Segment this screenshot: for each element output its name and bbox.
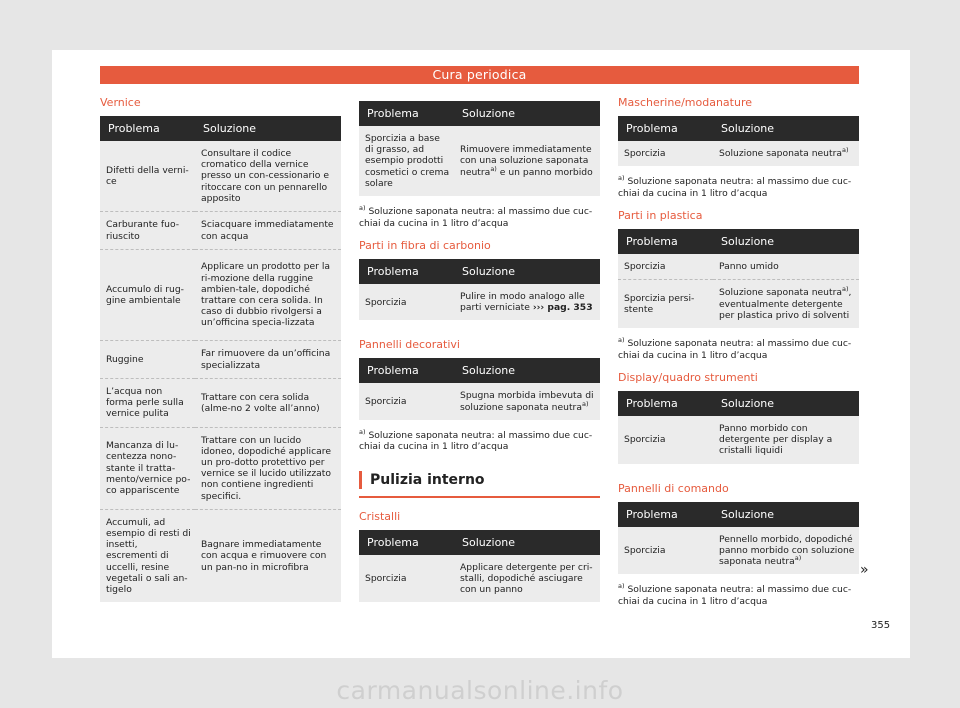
col-header-solution: Soluzione <box>713 229 859 254</box>
col-header-problem: Problema <box>618 116 713 141</box>
table-row <box>100 427 341 509</box>
solution-cell: Applicare un prodotto per la ri-mozione della ruggine ambien-tale, dopodiché trattare con cera solida. In caso di dubbio rivolgersi a un’officina specia-lizzata <box>195 250 341 341</box>
section-title-decorativi: Pannelli decorativi <box>359 338 460 352</box>
problem-cell: Sporcizia <box>359 284 454 320</box>
section-heading-pulizia-interno <box>359 471 600 498</box>
col-header-problem: Problema <box>618 502 713 527</box>
section-title-cristalli: Cristalli <box>359 509 401 523</box>
table-row <box>359 383 600 419</box>
col-header-solution: Soluzione <box>713 116 859 141</box>
problem-cell: Sporcizia persi-stente <box>618 280 713 328</box>
table-row <box>618 254 859 280</box>
page-number: 355 <box>871 620 891 631</box>
section-title-plastica: Parti in plastica <box>618 209 703 223</box>
chapter-header: Cura periodica <box>100 66 859 84</box>
section-title-display: Display/quadro strumenti <box>618 371 758 385</box>
table-row <box>100 509 341 602</box>
col-header-problem: Problema <box>359 358 454 383</box>
col-header-problem: Problema <box>618 391 713 416</box>
table-comando <box>618 502 859 575</box>
table-row <box>359 284 600 320</box>
col-header-problem: Problema <box>359 259 454 284</box>
problem-cell: Difetti della verni-ce <box>100 141 195 212</box>
col-header-solution: Soluzione <box>454 358 600 383</box>
problem-cell: Sporcizia <box>618 416 713 464</box>
column-left <box>100 96 341 602</box>
footnote: $^{a)}$ Soluzione saponata neutra: al massimo due cuc-chiai da cucina in 1 litro d’acqua <box>359 427 593 453</box>
table-row <box>618 141 859 166</box>
solution-cell: Far rimuovere da un’officina specializzata <box>195 341 341 379</box>
table-row <box>359 126 600 196</box>
column-right <box>618 96 859 617</box>
solution-cell: Soluzione saponata neutra$^{a)}$, eventualmente detergente per plastica privo di solventi <box>713 280 859 328</box>
col-header-solution: Soluzione <box>454 530 600 555</box>
problem-cell: Sporcizia a base di grasso, ad esempio prodotti cosmetici o crema solare <box>359 126 454 196</box>
table-row <box>618 280 859 328</box>
col-header-problem: Problema <box>100 116 195 141</box>
solution-cell: Consultare il codice cromatico della vernice presso un con-cessionario e ritoccare con un pennarello apposito <box>195 141 341 212</box>
problem-cell: Accumuli, ad esempio di resti di insetti, escrementi di uccelli, resine vegetali o sali an-tigelo <box>100 509 195 602</box>
table-row <box>100 379 341 428</box>
table-row <box>100 341 341 379</box>
col-header-problem: Problema <box>359 101 454 126</box>
problem-cell: Mancanza di lu-centezza nono-stante il tratta-mento/vernice po-co appariscente <box>100 427 195 509</box>
solution-cell: Pulire in modo analogo alle parti verniciate ››› pag. 353 <box>454 284 600 320</box>
heading-accent-bar <box>359 471 362 489</box>
page-reference-link[interactable]: ››› pag. 353 <box>532 302 593 314</box>
solution-cell: Pennello morbido, dopodiché panno morbido con soluzione saponata neutra$^{a)}$ <box>713 527 859 575</box>
table-cristalli <box>359 530 600 603</box>
section-title-vernice: Vernice <box>100 96 141 109</box>
section-title-mascherine: Mascherine/modanature <box>618 96 752 109</box>
problem-cell: Sporcizia <box>618 527 713 575</box>
col-header-solution: Soluzione <box>195 116 341 141</box>
col-header-solution: Soluzione <box>454 259 600 284</box>
problem-cell: L’acqua non forma perle sulla vernice pulita <box>100 379 195 428</box>
section-title-carbonio: Parti in fibra di carbonio <box>359 239 491 253</box>
table-plastica <box>618 229 859 328</box>
table-mascherine <box>618 116 859 166</box>
table-generic <box>359 101 600 196</box>
column-middle <box>359 101 600 602</box>
footnote: $^{a)}$ Soluzione saponata neutra: al massimo due cuc-chiai da cucina in 1 litro d’acqua <box>618 335 852 361</box>
problem-cell: Sporcizia <box>359 555 454 603</box>
table-row <box>618 527 859 575</box>
table-row <box>618 416 859 464</box>
solution-cell: Panno umido <box>713 254 859 280</box>
col-header-problem: Problema <box>359 530 454 555</box>
col-header-solution: Soluzione <box>454 101 600 126</box>
solution-cell: Trattare con cera solida (alme-no 2 volte all’anno) <box>195 379 341 428</box>
footnote: $^{a)}$ Soluzione saponata neutra: al massimo due cuc-chiai da cucina in 1 litro d’acqua <box>618 174 852 199</box>
solution-cell: Sciacquare immediatamente con acqua <box>195 212 341 250</box>
problem-cell: Sporcizia <box>359 383 454 419</box>
table-vernice <box>100 116 341 602</box>
solution-cell: Applicare detergente per cri-stalli, dopodiché asciugare con un panno <box>454 555 600 603</box>
problem-cell: Accumulo di rug-gine ambientale <box>100 250 195 341</box>
heading-text: Pulizia interno <box>370 471 485 488</box>
watermark: carmanualsonline.info <box>336 676 624 705</box>
table-row <box>100 212 341 250</box>
col-header-problem: Problema <box>618 229 713 254</box>
table-decorativi <box>359 358 600 419</box>
solution-cell: Bagnare immediatamente con acqua e rimuovere con un pan-no in microfibra <box>195 509 341 602</box>
table-row <box>359 555 600 603</box>
solution-cell: Trattare con un lucido idoneo, dopodiché applicare un pro-dotto protettivo per vernice se il lucido utilizzato non contiene ingredienti specifici. <box>195 427 341 509</box>
table-carbonio <box>359 259 600 320</box>
table-display <box>618 391 859 464</box>
footnote: $^{a)}$ Soluzione saponata neutra: al massimo due cuc-chiai da cucina in 1 litro d’acqua <box>618 582 852 607</box>
solution-cell: Soluzione saponata neutra$^{a)}$ <box>713 141 859 166</box>
col-header-solution: Soluzione <box>713 391 859 416</box>
continue-arrows: » <box>860 562 869 578</box>
col-header-solution: Soluzione <box>713 502 859 527</box>
problem-cell: Carburante fuo-riuscito <box>100 212 195 250</box>
solution-cell: Rimuovere immediatamente con una soluzione saponata neutra$^{a)}$ e un panno morbido <box>454 126 600 196</box>
solution-cell: Panno morbido con detergente per display a cristalli liquidi <box>713 416 859 464</box>
section-title-comando: Pannelli di comando <box>618 481 729 495</box>
problem-cell: Ruggine <box>100 341 195 379</box>
problem-cell: Sporcizia <box>618 254 713 280</box>
footnote: $^{a)}$ Soluzione saponata neutra: al massimo due cuc-chiai da cucina in 1 litro d’acqua <box>359 203 593 229</box>
table-row <box>100 250 341 341</box>
problem-cell: Sporcizia <box>618 141 713 166</box>
solution-cell: Spugna morbida imbevuta di soluzione saponata neutra$^{a)}$ <box>454 383 600 419</box>
table-row <box>100 141 341 212</box>
